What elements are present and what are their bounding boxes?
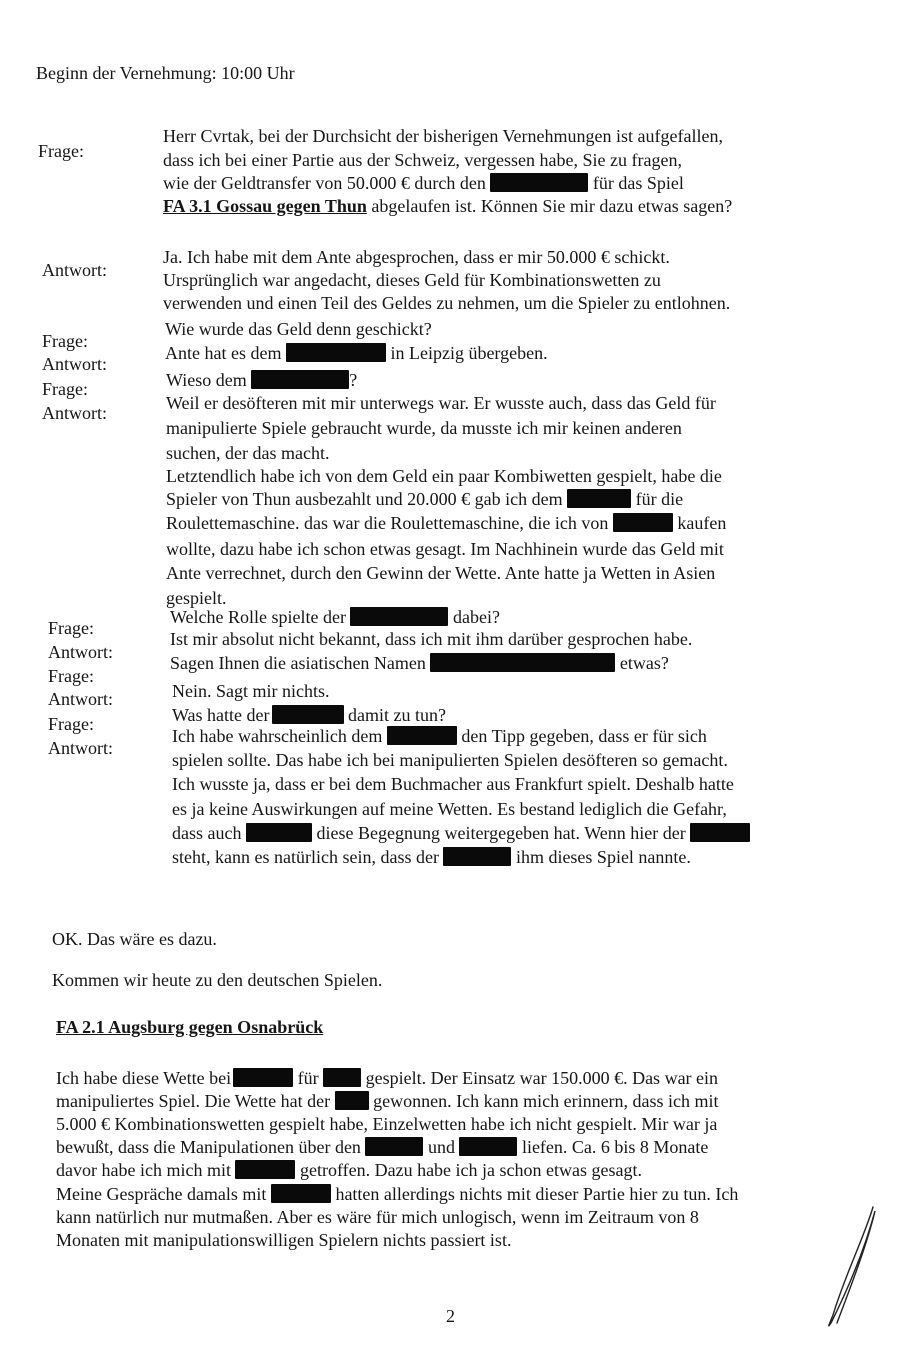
a6-line6-text-a: steht, kann es natürlich sein, dass der	[172, 847, 439, 867]
redaction-block	[443, 847, 511, 866]
q1-line3-text-b: für das Spiel	[592, 173, 684, 193]
a3-line5-text-b: für die	[635, 489, 684, 509]
section-line4	[56, 1136, 708, 1158]
q3-text-a: Wieso dem	[166, 370, 247, 390]
a1-line3: verwenden und einen Teil des Geldes zu nehmen, um die Spieler zu entlohnen.	[163, 293, 731, 313]
section-line2-text-b: gewonnen. Ich kann mich erinnern, dass ich mit	[373, 1091, 719, 1111]
a6-line5-text-a: dass auch	[172, 823, 242, 843]
a3-line2: manipulierte Spiele gebraucht wurde, da musste ich mir keinen anderen	[166, 418, 682, 438]
redaction-block	[235, 1160, 295, 1179]
redaction-block	[690, 823, 750, 842]
redaction-block	[350, 607, 448, 626]
a3-line1: Weil er desöfteren mit mir unterwegs war. Er wusste auch, dass das Geld für	[166, 393, 716, 413]
section-line2	[56, 1090, 719, 1112]
interrogation-start: Beginn der Vernehmung: 10:00 Uhr	[36, 63, 295, 83]
a6-line1-text-b: den Tipp gegeben, dass er für sich	[461, 726, 707, 746]
closing-next: Kommen wir heute zu den deutschen Spielen.	[52, 970, 383, 990]
a3-line3: suchen, der das macht.	[166, 443, 330, 463]
a6-line5	[172, 822, 750, 844]
a6-line2: spielen sollte. Das habe ich bei manipulierten Spielen desöfteren so gemacht.	[172, 750, 728, 770]
a3-line5	[166, 488, 683, 510]
a6-line1-text-a: Ich habe wahrscheinlich dem	[172, 726, 383, 746]
section-line6-text-a: Meine Gespräche damals mit	[56, 1184, 267, 1204]
label-frage: Frage:	[48, 714, 94, 734]
section-line5	[56, 1159, 642, 1181]
label-antwort: Antwort:	[48, 689, 113, 709]
section-line1-text-b: für	[297, 1068, 319, 1088]
q3-line1	[166, 369, 357, 391]
a2-line1	[165, 342, 548, 364]
q5-text-b: etwas?	[619, 653, 669, 673]
section-line5-text-b: getroffen. Dazu habe ich ja schon etwas gesagt.	[299, 1160, 642, 1180]
section-line6	[56, 1183, 738, 1205]
q1-line3	[163, 172, 684, 194]
redaction-block	[567, 489, 631, 508]
a6-line4: es ja keine Auswirkungen auf meine Wetten. Es bestand lediglich die Gefahr,	[172, 799, 727, 819]
q4-text-a: Welche Rolle spielte der	[170, 607, 346, 627]
redaction-block	[459, 1137, 517, 1156]
section-line4-text-b: und	[427, 1137, 455, 1157]
a4-line1: Ist mir absolut nicht bekannt, dass ich mit ihm darüber gesprochen habe.	[170, 629, 693, 649]
a3-line6-text-a: Roulettemaschine. das war die Roulettemaschine, die ich von	[166, 513, 609, 533]
q6-text-b: damit zu tun?	[348, 705, 446, 725]
a1-line1: Ja. Ich habe mit dem Ante abgesprochen, dass er mir 50.000 € schickt.	[163, 247, 670, 267]
label-frage: Frage:	[48, 618, 94, 638]
redaction-block	[387, 726, 457, 745]
redaction-block	[335, 1091, 369, 1110]
q5-text-a: Sagen Ihnen die asiatischen Namen	[170, 653, 426, 673]
section-line1-text-a: Ich habe diese Wette bei	[56, 1068, 232, 1088]
q1-line1: Herr Cvrtak, bei der Durchsicht der bisherigen Vernehmungen ist aufgefallen,	[163, 126, 723, 146]
section-line3: 5.000 € Kombinationswetten gespielt habe, Einzelwetten habe ich nicht gespielt. Mir war ja	[56, 1114, 718, 1134]
label-antwort: Antwort:	[42, 260, 107, 280]
handwritten-signature	[815, 1205, 885, 1330]
section-line4-text-a: bewußt, dass die Manipulationen über den	[56, 1137, 361, 1157]
section-line5-text-a: davor habe ich mich mit	[56, 1160, 231, 1180]
section-line6-text-b: hatten allerdings nichts mit dieser Partie hier zu tun. Ich	[335, 1184, 739, 1204]
closing-ok: OK. Das wäre es dazu.	[52, 929, 217, 949]
a3-line6	[166, 512, 726, 534]
redaction-block	[430, 653, 615, 672]
a1-line2: Ursprünglich war angedacht, dieses Geld für Kombinationswetten zu	[163, 270, 661, 290]
label-antwort: Antwort:	[48, 642, 113, 662]
a6-line6-text-b: ihm dieses Spiel nannte.	[515, 847, 691, 867]
redaction-block	[246, 823, 312, 842]
section-line1-text-c: gespielt. Der Einsatz war 150.000 €. Das war ein	[365, 1068, 719, 1088]
label-antwort: Antwort:	[48, 738, 113, 758]
q1-line2: dass ich bei einer Partie aus der Schweiz, vergessen habe, Sie zu fragen,	[163, 150, 682, 170]
label-antwort: Antwort:	[42, 354, 107, 374]
label-frage: Frage:	[38, 141, 84, 161]
q3-text-b: ?	[349, 370, 358, 390]
q6-line1	[172, 704, 446, 726]
section-line4-text-c: liefen. Ca. 6 bis 8 Monate	[521, 1137, 709, 1157]
a6-line6	[172, 846, 691, 868]
section-line1	[56, 1067, 718, 1089]
label-frage: Frage:	[42, 379, 88, 399]
label-frage: Frage:	[48, 666, 94, 686]
section-line8: Monaten mit manipulationswilligen Spielern nichts passiert ist.	[56, 1230, 512, 1250]
section-line7: kann natürlich nur mutmaßen. Aber es wäre für mich unlogisch, wenn im Zeitraum von 8	[56, 1207, 699, 1227]
section-title: FA 2.1 Augsburg gegen Osnabrück	[56, 1017, 324, 1037]
q4-line1	[170, 606, 500, 628]
page-number: 2	[446, 1306, 455, 1326]
q4-text-b: dabei?	[452, 607, 500, 627]
redaction-block	[323, 1068, 361, 1087]
redaction-block	[490, 173, 588, 192]
redaction-block	[233, 1068, 293, 1087]
label-antwort: Antwort:	[42, 403, 107, 423]
q1-line3-text-a: wie der Geldtransfer von 50.000 € durch den	[163, 173, 486, 193]
a6-line5-text-b: diese Begegnung weitergegeben hat. Wenn hier der	[316, 823, 686, 843]
q1-line4	[163, 195, 732, 217]
redaction-block	[286, 343, 386, 362]
a3-line9: gespielt.	[166, 588, 227, 608]
a5-line1: Nein. Sagt mir nichts.	[172, 681, 330, 701]
q5-line1	[170, 652, 669, 674]
match-reference: FA 3.1 Gossau gegen Thun	[163, 196, 367, 216]
section-line2-text-a: manipuliertes Spiel. Die Wette hat der	[56, 1091, 331, 1111]
q2-line1: Wie wurde das Geld denn geschickt?	[165, 319, 432, 339]
a2-text-a: Ante hat es dem	[165, 343, 282, 363]
redaction-block	[272, 705, 344, 724]
a3-line7: wollte, dazu habe ich schon etwas gesagt. Im Nachhinein wurde das Geld mit	[166, 539, 724, 559]
a3-line6-text-b: kaufen	[677, 513, 727, 533]
a3-line8: Ante verrechnet, durch den Gewinn der Wette. Ante hatte ja Wetten in Asien	[166, 563, 716, 583]
redaction-block	[613, 513, 673, 532]
redaction-block	[251, 370, 349, 389]
a3-line5-text-a: Spieler von Thun ausbezahlt und 20.000 € gab ich dem	[166, 489, 563, 509]
a6-line1	[172, 725, 707, 747]
a3-line4: Letztendlich habe ich von dem Geld ein paar Kombiwetten gespielt, habe die	[166, 466, 722, 486]
q1-line4-text: abgelaufen ist. Können Sie mir dazu etwas sagen?	[366, 196, 733, 216]
redaction-block	[271, 1184, 331, 1203]
a2-text-b: in Leipzig übergeben.	[390, 343, 548, 363]
label-frage: Frage:	[42, 331, 88, 351]
a6-line3: Ich wusste ja, dass er bei dem Buchmacher aus Frankfurt spielt. Deshalb hatte	[172, 774, 734, 794]
redaction-block	[365, 1137, 423, 1156]
q6-text-a: Was hatte der	[172, 705, 270, 725]
